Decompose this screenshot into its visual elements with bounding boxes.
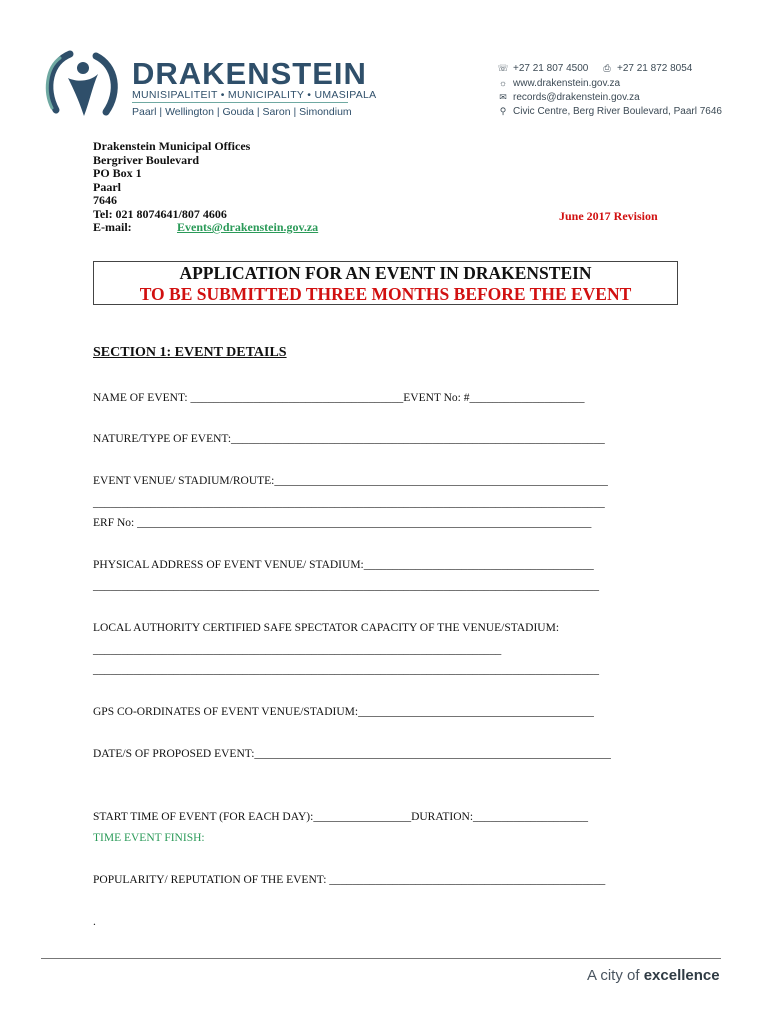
office-address: Civic Centre, Berg River Boulevard, Paarl 7646 [513, 106, 722, 117]
slogan-prefix: A city of [587, 967, 644, 984]
gps-coordinates-field[interactable]: GPS CO-ORDINATES OF EVENT VENUE/STADIUM:_________________________________________ [93, 706, 594, 718]
footer-divider [41, 958, 721, 959]
contact-phone [497, 64, 588, 74]
capacity-label: LOCAL AUTHORITY CERTIFIED SAFE SPECTATOR CAPACITY OF THE VENUE/STADIUM: [93, 622, 560, 634]
contact-address [497, 107, 722, 117]
trailing-dot: . [93, 916, 96, 928]
phone-number: +27 21 807 4500 [513, 63, 589, 74]
form-title: APPLICATION FOR AN EVENT IN DRAKENSTEIN [179, 263, 592, 283]
address-email-row [93, 221, 318, 235]
slogan-emphasis: excellence [643, 967, 720, 984]
address-line: Paarl [93, 179, 121, 194]
capacity-field-line[interactable]: _______________________________________________________________________ [93, 644, 502, 656]
envelope-icon: ✉ [499, 92, 507, 102]
globe-icon: ☼ [498, 78, 508, 88]
section-heading: SECTION 1: EVENT DETAILS [93, 345, 287, 360]
phone-icon: ☏ [497, 63, 509, 73]
address-line: PO Box 1 [93, 166, 142, 180]
brand-towns: Paarl | Wellington | Gouda | Saron | Simondium [132, 106, 352, 118]
address-line: Bergriver Boulevard [93, 152, 200, 167]
events-email-link[interactable]: Events@drakenstein.gov.za [177, 220, 319, 234]
website-link[interactable]: www.drakenstein.gov.za [513, 78, 621, 89]
contact-fax [601, 64, 692, 74]
footer-slogan [587, 967, 720, 984]
location-pin-icon: ⚲ [499, 106, 507, 116]
brand-subtitle: MUNISIPALITEIT • MUNICIPALITY • UMASIPALA [132, 89, 377, 101]
event-dates-field[interactable]: DATE/S OF PROPOSED EVENT:______________________________________________________________ [93, 748, 611, 760]
fax-number: +27 21 872 8054 [617, 63, 693, 74]
address-tel: Tel: 021 8074641/807 4606 [93, 206, 227, 221]
event-venue-field[interactable]: EVENT VENUE/ STADIUM/ROUTE:__________________________________________________________ [93, 475, 608, 487]
physical-address-field[interactable]: PHYSICAL ADDRESS OF EVENT VENUE/ STADIUM:________________________________________ [93, 559, 594, 571]
start-time-duration-field[interactable]: START TIME OF EVENT (FOR EACH DAY):_________________DURATION:____________________ [93, 811, 589, 823]
name-of-event-field[interactable]: NAME OF EVENT: _____________________________________EVENT No: #____________________ [93, 392, 585, 404]
nature-of-event-field[interactable]: NATURE/TYPE OF EVENT:_________________________________________________________________ [93, 433, 605, 445]
popularity-field[interactable]: POPULARITY/ REPUTATION OF THE EVENT: ________________________________________________ [93, 874, 606, 886]
fax-icon: ⎙ [603, 63, 611, 73]
capacity-field-line[interactable]: ________________________________________________________________________________________ [93, 664, 599, 676]
address-block [93, 140, 318, 235]
submission-notice: TO BE SUBMITTED THREE MONTHS BEFORE THE EVENT [139, 284, 632, 304]
address-line: 7646 [93, 193, 117, 207]
erf-number-field[interactable]: ERF No: _______________________________________________________________________________ [93, 517, 592, 529]
event-venue-field-continued[interactable]: _________________________________________________________________________________________ [93, 497, 605, 509]
brand-name: DRAKENSTEIN [132, 56, 367, 91]
brand-divider [132, 102, 348, 103]
address-line: Drakenstein Municipal Offices [93, 139, 251, 153]
time-event-finish-label: TIME EVENT FINISH: [93, 832, 205, 844]
contact-website [497, 79, 620, 89]
revision-date: June 2017 Revision [559, 209, 658, 223]
records-email-link[interactable]: records@drakenstein.gov.za [513, 92, 640, 103]
title-box [93, 261, 678, 305]
physical-address-field-continued[interactable]: ________________________________________________________________________________________ [93, 580, 599, 592]
email-label: E-mail: [93, 220, 132, 234]
drakenstein-logo-icon [40, 48, 124, 122]
contact-email [497, 93, 640, 103]
